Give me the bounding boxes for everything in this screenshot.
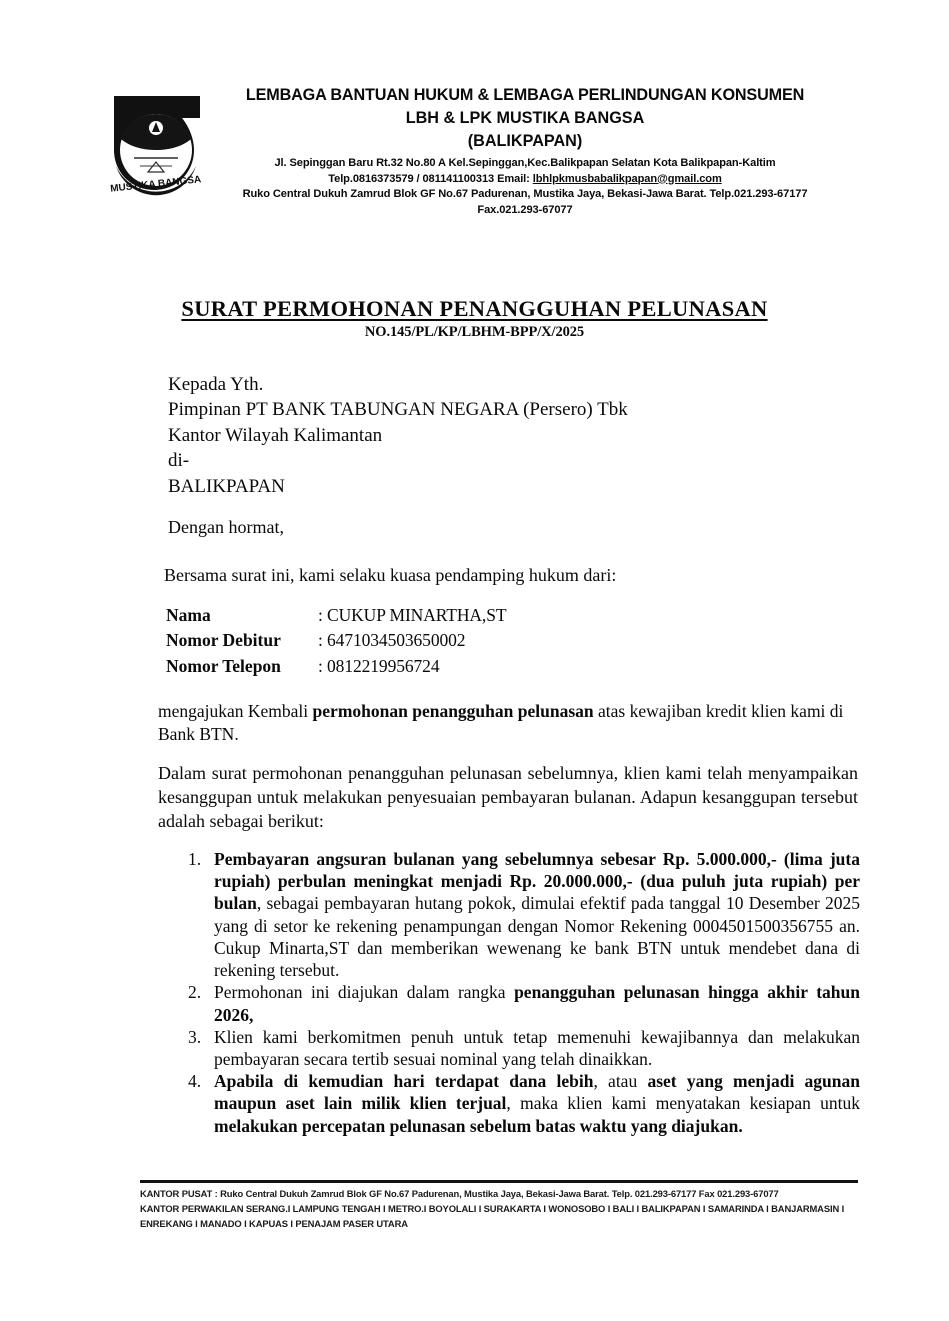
- addressee-block: [168, 372, 628, 499]
- logo-container: [0, 84, 202, 198]
- item-1-rest: , sebagai pembayaran hutang pokok, dimulai efektif pada tanggal 10 Desember 2025 yang di setor ke rekening penampungan dengan Nomor Rekening 0004501500356755 an. Cukup Minarta,ST dan memberikan wewenang ke bank BTN untuk mendebet dana di rekening tersebut.: [214, 893, 860, 981]
- detail-value-nomor-telepon: : 0812219956724: [318, 655, 440, 676]
- letterhead-text: [175, 84, 949, 218]
- footer-head-office-address: : Ruko Central Dukuh Zamrud Blok GF No.67 Padurenan, Mustika Jaya, Bekasi-Jawa Barat. Telp. 021.293-67177 Fax 021.293-67077: [212, 1188, 779, 1199]
- commitment-list: [188, 848, 860, 1137]
- item-2-bold: penangguhan pelunasan hingga akhir tahun 2026,: [214, 982, 861, 1025]
- footer-line-3: ENREKANG I MANADO I KAPUAS I PENAJAM PASER UTARA: [140, 1218, 408, 1230]
- item-4-mid-1: , atau: [593, 1071, 648, 1092]
- detail-row-nomor-debitur: [166, 628, 506, 653]
- list-item-text: [214, 848, 860, 981]
- list-item-number: 4.: [188, 1071, 202, 1092]
- svg-text:MUSTIKA BANGSA: MUSTIKA BANGSA: [109, 174, 202, 195]
- client-details-block: [166, 603, 506, 679]
- addressee-line-1: Kepada Yth.: [168, 374, 264, 395]
- organization-name-line1: LEMBAGA BANTUAN HUKUM & LEMBAGA PERLINDUNGAN KONSUMEN: [245, 86, 805, 104]
- addressee-line-2: Pimpinan PT BANK TABUNGAN NEGARA (Persero) Tbk: [168, 399, 628, 421]
- detail-label-nomor-telepon: Nomor Telepon: [166, 655, 281, 676]
- letterhead-address-block: [175, 156, 875, 218]
- addressee-line-3: Kantor Wilayah Kalimantan: [168, 424, 383, 446]
- item-4-mid-2: , maka klien kami menyatakan kesiapan untuk: [506, 1093, 860, 1114]
- organization-logo-icon: [104, 88, 208, 198]
- para-kembali-pre: mengajukan Kembali: [158, 701, 313, 721]
- list-item-number: 3.: [188, 1026, 202, 1047]
- footer-head-office-label: KANTOR PUSAT: [140, 1188, 213, 1199]
- item-4-bold-3: melakukan percepatan pelunasan sebelum batas waktu yang diajukan.: [214, 1115, 743, 1136]
- organization-name-line2: LBH & LPK MUSTIKA BANGSA: [405, 109, 645, 127]
- item-1-bold: Pembayaran angsuran bulanan yang sebelumnya sebesar Rp. 5.000.000,- (lima juta rupiah) perbulan meningkat menjadi Rp. 20.000.000,- (dua puluh juta rupiah) per bulan: [214, 849, 860, 914]
- addressee-line-5: BALIKPAPAN: [168, 475, 285, 497]
- list-item-number: 1.: [188, 849, 202, 869]
- item-4-bold-2: aset yang menjadi agunan maupun aset lain milik klien terjual: [214, 1071, 860, 1114]
- paragraph-dalam-surat: Dalam surat permohonan penangguhan pelunasan sebelumnya, klien kami telah menyampaikan kesanggupan untuk melakukan penyesuaian pembayaran bulanan. Adapun kesanggupan tersebut adalah sebagai berikut:: [158, 763, 858, 831]
- document-title-block: [0, 296, 949, 341]
- detail-label-nomor-debitur: Nomor Debitur: [166, 630, 281, 651]
- footer-line-1: [140, 1186, 940, 1201]
- para-kembali-bold: permohonan penangguhan pelunasan: [312, 701, 594, 721]
- list-item: [188, 1070, 860, 1137]
- intro-paragraph: Bersama surat ini, kami selaku kuasa pendamping hukum dari:: [164, 565, 617, 585]
- paragraph-permohonan: [158, 700, 860, 746]
- detail-row-nomor-telepon: [166, 654, 506, 679]
- list-item-text: [214, 1070, 860, 1137]
- address-line-4-fax: Fax.021.293-67077: [477, 203, 573, 216]
- list-item-text: [214, 981, 860, 1025]
- organization-city: (BALIKPAPAN): [467, 132, 583, 150]
- list-item: [188, 1026, 860, 1070]
- phone-text: Telp.0816373579 / 081141100313 Email:: [328, 172, 533, 185]
- detail-row-nama: [166, 603, 506, 628]
- para-kembali-post: atas kewajiban kredit klien kami di Bank BTN.: [158, 701, 844, 744]
- address-line-2: [175, 172, 875, 188]
- footer-divider: [140, 1180, 858, 1183]
- list-item: [188, 981, 860, 1025]
- detail-value-nomor-debitur: : 6471034503650002: [318, 630, 466, 651]
- detail-value-nama: : CUKUP MINARTHA,ST: [318, 605, 507, 625]
- letter-number: NO.145/PL/KP/LBHM-BPP/X/2025: [364, 324, 585, 340]
- detail-label-nama: Nama: [166, 605, 211, 625]
- list-item: [188, 848, 860, 981]
- page-title: SURAT PERMOHONAN PENANGGUHAN PELUNASAN: [181, 296, 768, 321]
- email-link[interactable]: lbhlpkmusbabalikpapan@gmail.com: [532, 172, 722, 185]
- address-line-3: Ruko Central Dukuh Zamrud Blok GF No.67 Padurenan, Mustika Jaya, Bekasi-Jawa Barat. Telp.021.293-67177: [242, 188, 808, 201]
- addressee-line-4: di-: [168, 450, 190, 472]
- footer-line-2: KANTOR PERWAKILAN SERANG.I LAMPUNG TENGAH I METRO.I BOYOLALI I SURAKARTA I WONOSOBO I BALI I BALIKPAPAN I SAMARINDA I BANJARMASIN I: [140, 1203, 845, 1215]
- list-item-text: Klien kami berkomitmen penuh untuk tetap memenuhi kewajibannya dan melakukan pembayaran secara tertib sesuai nominal yang telah dinaikkan.: [214, 1026, 860, 1069]
- item-2-pre: Permohonan ini diajukan dalam rangka: [214, 982, 515, 1003]
- salutation: Dengan hormat,: [168, 517, 284, 537]
- footer-block: [140, 1186, 940, 1232]
- address-line-1: Jl. Sepinggan Baru Rt.32 No.80 A Kel.Sepinggan,Kec.Balikpapan Selatan Kota Balikpapan-Kaltim: [274, 157, 776, 169]
- letterhead: [0, 84, 949, 218]
- item-4-bold-1: Apabila di kemudian hari terdapat dana lebih: [214, 1071, 594, 1092]
- list-item-number: 2.: [188, 982, 202, 1003]
